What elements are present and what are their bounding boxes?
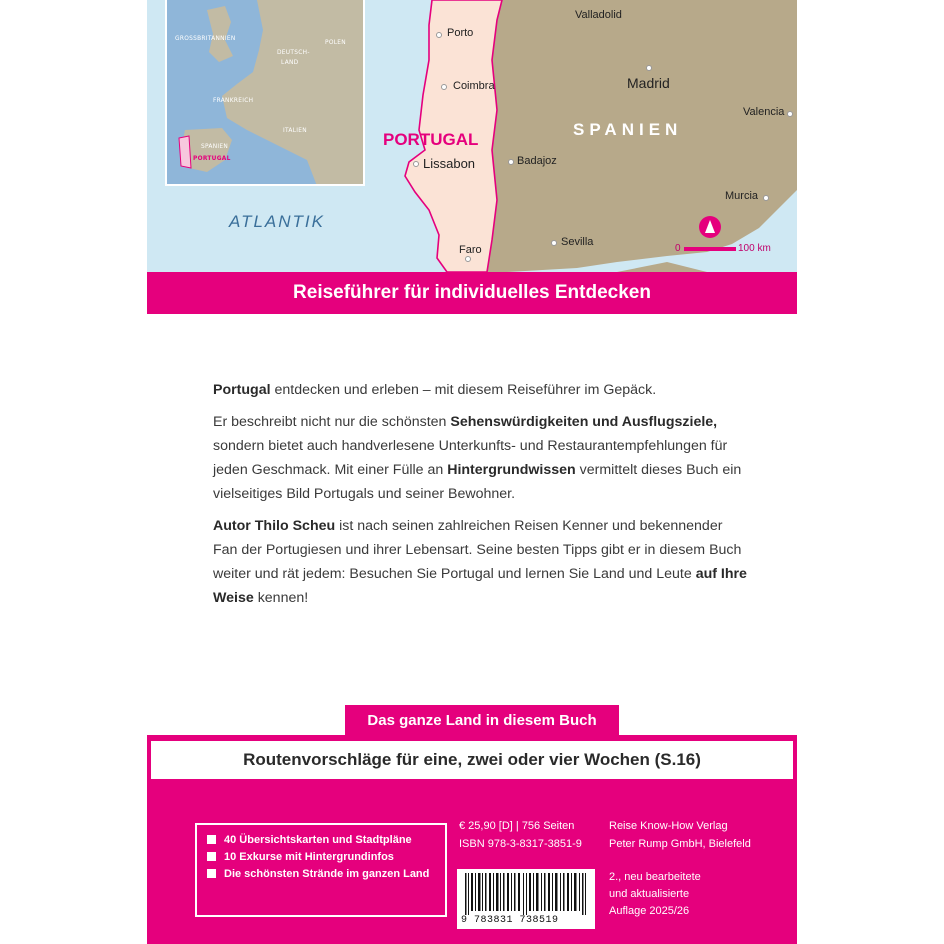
inset-label-frankreich: FRANKREICH [213,96,254,104]
blurb-text: sondern bietet auch handverlesene Unterkunfts- und Restaurantempfehlungen für jeden Geschmack. Mit einer Fülle an [213,438,728,478]
publisher-line-2: Peter Rump GmbH, Bielefeld [609,838,751,850]
city-dot-coimbra [441,84,447,90]
city-valladolid: Valladolid [575,9,622,21]
city-badajoz: Badajoz [517,155,557,167]
city-madrid: Madrid [627,75,670,91]
city-dot-lissabon [413,161,419,167]
city-dot-porto [436,32,442,38]
isbn: ISBN 978-3-8317-3851-9 [459,838,582,850]
feature-text: 10 Exkurse mit Hintergrundinfos [224,851,394,863]
sea-label-atlantik: ATLANTIK [229,212,325,231]
country-label-spanien: SPANIEN [573,120,683,139]
portugal-inset-shape [179,136,191,168]
blurb-text: Er beschreibt nicht nur die schönsten [213,414,451,430]
city-coimbra: Coimbra [453,80,495,92]
edition-info [609,869,701,920]
whole-country-tag: Das ganze Land in diesem Buch [345,705,619,737]
inset-label-portugal: PORTUGAL [193,154,231,162]
edition-line-1: 2., neu bearbeitete [609,871,701,883]
barcode [457,869,595,929]
publisher-info [609,817,751,853]
blurb-text: entdecken und erleben – mit diesem Reiseführer im Gepäck. [270,382,657,398]
publisher-line-1: Reise Know-How Verlag [609,820,728,832]
africa-land [617,262,707,272]
features-box [195,823,447,917]
city-faro: Faro [459,244,482,256]
page-count: 756 Seiten [521,820,575,832]
city-dot-madrid [646,65,652,71]
blurb-text: vermittelt dieses Buch ein vielseitiges Bild Portugals und seiner Bewohner. [213,462,742,502]
edition-line-2: und aktualisierte [609,888,690,900]
price: € 25,90 [D] [459,820,513,832]
book-info [459,817,582,853]
blurb-bold-background: Hintergrundwissen [447,462,576,478]
city-dot-valencia [787,111,793,117]
bullet-square-icon [207,852,216,861]
city-dot-badajoz [508,159,514,165]
feature-item [207,833,435,847]
scale-label: 100 km [738,243,771,254]
book-back-cover [147,0,797,944]
inset-label-italien: ITALIEN [283,126,307,134]
blurb-bold-your-way: auf Ihre Weise [213,566,747,606]
map-area [147,0,797,272]
blurb-text: kennen! [253,590,309,606]
city-porto: Porto [447,27,474,39]
blurb-bold-portugal: Portugal [213,382,271,398]
inset-label-gb: GROSSBRITANNIEN [175,34,236,42]
country-label-portugal: PORTUGAL [383,130,479,149]
price-pages-line: € 25,90 [D] | 756 Seiten [459,820,575,832]
edition-line-3: Auflage 2025/26 [609,905,690,917]
barcode-bars [463,873,589,915]
feature-text: Die schönsten Strände im ganzen Land [224,868,430,880]
blurb-paragraph-3 [213,514,749,610]
scale-bar [684,247,736,251]
blurb-paragraph-2 [213,410,749,506]
bullet-square-icon [207,869,216,878]
inset-label-land: LAND [281,58,299,66]
feature-text: 40 Übersichtskarten und Stadtpläne [224,834,412,846]
bullet-square-icon [207,835,216,844]
barcode-number: 9 783831 738519 [461,915,559,926]
europe-mainland [222,0,365,186]
feature-item [207,867,435,881]
blurb-bold-sights: Sehenswürdigkeiten und Ausflugsziele, [450,414,718,430]
city-sevilla: Sevilla [561,236,594,248]
blurb-paragraph-1 [213,378,749,402]
blurb-text: ist nach seinen zahlreichen Reisen Kenner und bekennender Fan der Portugiesen und ihrer Lebensart. Seine besten Tipps gibt er in diesem Buch weiter und rät jedem: Besuchen Sie Portugal und lernen Sie Land und Leute [213,518,742,582]
north-arrow-icon [699,216,721,238]
blurb [213,378,749,618]
tagline-banner: Reiseführer für individuelles Entdecken [147,272,797,314]
city-dot-murcia [763,195,769,201]
scale-zero: 0 [675,243,681,254]
inset-label-polen: POLEN [325,38,346,46]
bottom-panel [147,735,797,944]
inset-label-deutsch: DEUTSCH- [277,48,310,56]
feature-item [207,850,435,864]
inset-label-spanien: SPANIEN [201,142,229,150]
city-dot-faro [465,256,471,262]
city-lissabon: Lissabon [423,156,476,171]
city-dot-sevilla [551,240,557,246]
routes-box: Routenvorschläge für eine, zwei oder vier Wochen (S.16) [151,741,793,779]
blurb-bold-author: Autor Thilo Scheu [213,518,336,534]
city-valencia: Valencia [743,106,785,118]
city-murcia: Murcia [725,190,759,202]
europe-inset-map [165,0,365,186]
